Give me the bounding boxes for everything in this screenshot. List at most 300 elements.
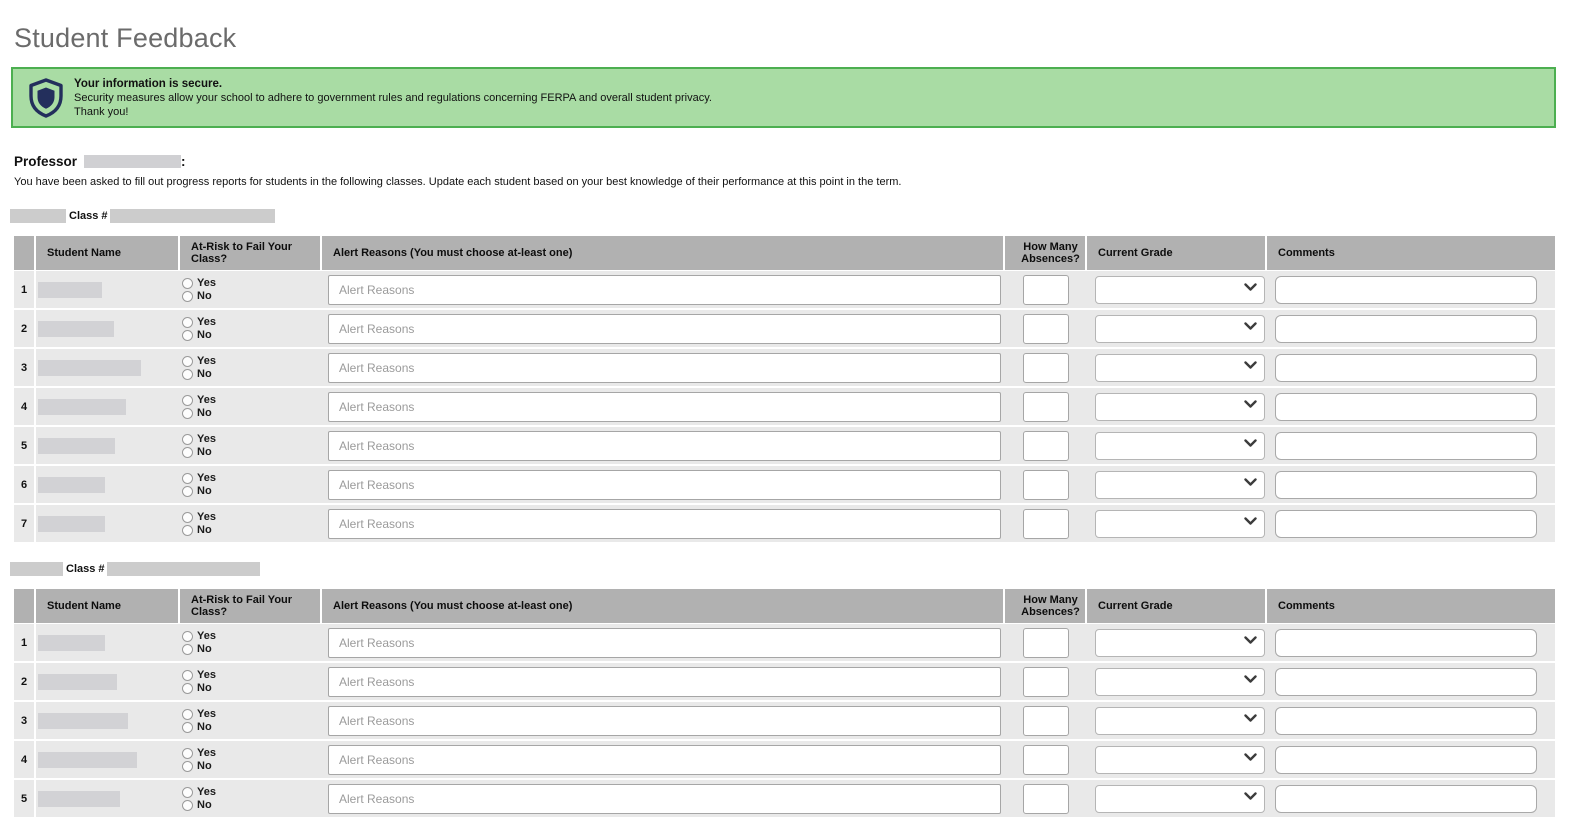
student-name-cell (36, 466, 180, 503)
current-grade-cell (1087, 702, 1267, 739)
current-grade-select[interactable] (1095, 432, 1265, 460)
at-risk-option-no[interactable] (182, 290, 216, 302)
alert-reasons-cell (322, 388, 1005, 425)
comments-input[interactable] (1275, 629, 1537, 657)
current-grade-select-wrap (1095, 785, 1265, 813)
comments-input[interactable] (1275, 393, 1537, 421)
at-risk-no-radio[interactable] (182, 800, 193, 811)
at-risk-yes-radio[interactable] (182, 709, 193, 720)
at-risk-no-radio[interactable] (182, 291, 193, 302)
classes-container (14, 209, 1555, 817)
column-header-alert-reasons: Alert Reasons (You must choose at-least one) (322, 589, 1003, 623)
table-row (14, 466, 1555, 503)
at-risk-radio-group (180, 786, 216, 811)
at-risk-cell (180, 624, 322, 661)
absences-cell (1005, 427, 1087, 464)
at-risk-option-no[interactable] (182, 368, 216, 380)
comments-cell (1267, 271, 1555, 308)
at-risk-no-label: No (197, 446, 212, 458)
current-grade-select-wrap (1095, 707, 1265, 735)
at-risk-option-yes[interactable] (182, 394, 216, 406)
absences-cell (1005, 702, 1087, 739)
row-body (36, 388, 1555, 425)
comments-input[interactable] (1275, 432, 1537, 460)
at-risk-yes-label: Yes (197, 511, 216, 523)
alert-reasons-cell (322, 427, 1005, 464)
at-risk-no-label: No (197, 721, 212, 733)
class-number-label: Class # (66, 563, 105, 575)
row-body (36, 271, 1555, 308)
at-risk-no-radio[interactable] (182, 408, 193, 419)
absences-input[interactable] (1023, 314, 1069, 344)
progress-report-table (14, 236, 1555, 542)
alert-reasons-input[interactable] (328, 745, 1001, 775)
at-risk-no-radio[interactable] (182, 761, 193, 772)
table-row (14, 702, 1555, 739)
at-risk-option-no[interactable] (182, 407, 216, 419)
alert-reasons-input[interactable] (328, 353, 1001, 383)
at-risk-yes-radio[interactable] (182, 670, 193, 681)
comments-input[interactable] (1275, 746, 1537, 774)
row-body (36, 624, 1555, 661)
at-risk-cell (180, 388, 322, 425)
current-grade-cell (1087, 310, 1267, 347)
comments-cell (1267, 780, 1555, 817)
redacted-professor-name (84, 155, 181, 168)
redacted-student-name (38, 438, 115, 454)
column-header-student-name: Student Name (36, 589, 178, 623)
absences-input[interactable] (1023, 470, 1069, 500)
at-risk-no-radio[interactable] (182, 330, 193, 341)
absences-cell (1005, 663, 1087, 700)
redacted-student-name (38, 477, 105, 493)
at-risk-option-yes[interactable] (182, 630, 216, 642)
at-risk-option-no[interactable] (182, 485, 216, 497)
absences-cell (1005, 741, 1087, 778)
row-body (36, 780, 1555, 817)
column-header-alert-reasons: Alert Reasons (You must choose at-least one) (322, 236, 1003, 270)
column-header-current-grade: Current Grade (1087, 589, 1265, 623)
alert-reasons-input[interactable] (328, 470, 1001, 500)
current-grade-cell (1087, 466, 1267, 503)
redacted-student-name (38, 360, 141, 376)
table-row (14, 349, 1555, 386)
at-risk-cell (180, 702, 322, 739)
comments-cell (1267, 702, 1555, 739)
comments-input[interactable] (1275, 276, 1537, 304)
comments-input[interactable] (1275, 668, 1537, 696)
student-name-cell (36, 271, 180, 308)
comments-input[interactable] (1275, 315, 1537, 343)
at-risk-option-yes[interactable] (182, 747, 216, 759)
current-grade-select[interactable] (1095, 471, 1265, 499)
student-name-cell (36, 310, 180, 347)
current-grade-cell (1087, 741, 1267, 778)
student-name-cell (36, 349, 180, 386)
row-number: 5 (14, 427, 34, 464)
current-grade-cell (1087, 624, 1267, 661)
at-risk-cell (180, 505, 322, 542)
at-risk-option-yes[interactable] (182, 355, 216, 367)
row-number: 5 (14, 780, 34, 817)
current-grade-cell (1087, 271, 1267, 308)
column-header-comments: Comments (1267, 236, 1555, 270)
row-number: 4 (14, 741, 34, 778)
at-risk-radio-group (180, 316, 216, 341)
alert-reasons-cell (322, 349, 1005, 386)
at-risk-yes-label: Yes (197, 433, 216, 445)
absences-input[interactable] (1023, 509, 1069, 539)
current-grade-cell (1087, 388, 1267, 425)
at-risk-cell (180, 780, 322, 817)
column-header-current-grade: Current Grade (1087, 236, 1265, 270)
redacted-student-name (38, 674, 117, 690)
student-name-cell (36, 780, 180, 817)
at-risk-no-radio[interactable] (182, 644, 193, 655)
at-risk-radio-group (180, 669, 216, 694)
at-risk-option-yes[interactable] (182, 277, 216, 289)
absences-cell (1005, 780, 1087, 817)
alert-reasons-input[interactable] (328, 431, 1001, 461)
row-body (36, 466, 1555, 503)
current-grade-select-wrap (1095, 432, 1265, 460)
comments-cell (1267, 349, 1555, 386)
student-name-cell (36, 388, 180, 425)
at-risk-no-label: No (197, 799, 212, 811)
professor-line (14, 154, 1555, 169)
at-risk-no-label: No (197, 329, 212, 341)
alert-reasons-input[interactable] (328, 667, 1001, 697)
column-header-comments: Comments (1267, 589, 1555, 623)
instructions-text: You have been asked to fill out progress reports for students in the following classes. Update each student based on your best knowledge of their performance at this point in the term. (14, 176, 902, 188)
at-risk-yes-radio[interactable] (182, 473, 193, 484)
at-risk-radio-group (180, 277, 216, 302)
comments-cell (1267, 624, 1555, 661)
at-risk-option-yes[interactable] (182, 708, 216, 720)
redacted-class-code (10, 209, 66, 223)
column-header-at-risk: At-Risk to Fail Your Class? (180, 589, 320, 623)
student-name-cell (36, 741, 180, 778)
at-risk-option-no[interactable] (182, 524, 216, 536)
at-risk-yes-label: Yes (197, 669, 216, 681)
student-name-cell (36, 663, 180, 700)
table-row (14, 505, 1555, 542)
comments-cell (1267, 388, 1555, 425)
at-risk-cell (180, 466, 322, 503)
row-body (36, 505, 1555, 542)
current-grade-select[interactable] (1095, 354, 1265, 382)
current-grade-cell (1087, 780, 1267, 817)
redacted-class-name (110, 209, 275, 223)
at-risk-option-yes[interactable] (182, 433, 216, 445)
current-grade-select-wrap (1095, 471, 1265, 499)
absences-cell (1005, 271, 1087, 308)
at-risk-option-yes[interactable] (182, 786, 216, 798)
alert-reasons-cell (322, 310, 1005, 347)
absences-cell (1005, 388, 1087, 425)
at-risk-radio-group (180, 472, 216, 497)
row-number: 3 (14, 349, 34, 386)
comments-input[interactable] (1275, 354, 1537, 382)
current-grade-select[interactable] (1095, 785, 1265, 813)
at-risk-option-yes[interactable] (182, 511, 216, 523)
table-row (14, 624, 1555, 661)
alert-reasons-cell (322, 780, 1005, 817)
at-risk-radio-group (180, 708, 216, 733)
absences-cell (1005, 349, 1087, 386)
at-risk-cell (180, 427, 322, 464)
redacted-student-name (38, 791, 120, 807)
alert-reasons-cell (322, 663, 1005, 700)
current-grade-select-wrap (1095, 746, 1265, 774)
current-grade-select-wrap (1095, 354, 1265, 382)
absences-cell (1005, 466, 1087, 503)
redacted-student-name (38, 635, 105, 651)
at-risk-yes-label: Yes (197, 786, 216, 798)
row-body (36, 663, 1555, 700)
at-risk-cell (180, 741, 322, 778)
alert-reasons-input[interactable] (328, 706, 1001, 736)
at-risk-yes-label: Yes (197, 747, 216, 759)
table-row (14, 663, 1555, 700)
professor-label: Professor (14, 154, 78, 169)
security-banner-heading: Your information is secure. (74, 77, 223, 90)
absences-cell (1005, 310, 1087, 347)
at-risk-no-radio[interactable] (182, 447, 193, 458)
at-risk-yes-label: Yes (197, 277, 216, 289)
at-risk-yes-label: Yes (197, 472, 216, 484)
student-name-cell (36, 427, 180, 464)
alert-reasons-input[interactable] (328, 392, 1001, 422)
at-risk-no-radio[interactable] (182, 369, 193, 380)
professor-colon: : (181, 154, 186, 169)
at-risk-option-no[interactable] (182, 643, 216, 655)
absences-input[interactable] (1023, 628, 1069, 658)
comments-cell (1267, 427, 1555, 464)
at-risk-yes-label: Yes (197, 355, 216, 367)
at-risk-no-label: No (197, 643, 212, 655)
at-risk-yes-label: Yes (197, 630, 216, 642)
table-header-row (14, 589, 1555, 623)
shield-icon (28, 78, 64, 118)
comments-input[interactable] (1275, 510, 1537, 538)
current-grade-select[interactable] (1095, 707, 1265, 735)
at-risk-yes-radio[interactable] (182, 395, 193, 406)
at-risk-yes-radio[interactable] (182, 748, 193, 759)
current-grade-select-wrap (1095, 668, 1265, 696)
redacted-student-name (38, 516, 105, 532)
current-grade-select-wrap (1095, 393, 1265, 421)
absences-cell (1005, 624, 1087, 661)
comments-input[interactable] (1275, 707, 1537, 735)
at-risk-yes-radio[interactable] (182, 434, 193, 445)
current-grade-select-wrap (1095, 315, 1265, 343)
row-number: 1 (14, 271, 34, 308)
comments-input[interactable] (1275, 471, 1537, 499)
current-grade-cell (1087, 663, 1267, 700)
comments-input[interactable] (1275, 785, 1537, 813)
at-risk-radio-group (180, 747, 216, 772)
progress-report-table (14, 589, 1555, 817)
at-risk-cell (180, 310, 322, 347)
absences-cell (1005, 505, 1087, 542)
row-number: 7 (14, 505, 34, 542)
at-risk-yes-radio[interactable] (182, 317, 193, 328)
at-risk-yes-radio[interactable] (182, 278, 193, 289)
current-grade-cell (1087, 505, 1267, 542)
alert-reasons-cell (322, 702, 1005, 739)
alert-reasons-input[interactable] (328, 509, 1001, 539)
at-risk-no-label: No (197, 407, 212, 419)
at-risk-yes-label: Yes (197, 708, 216, 720)
at-risk-no-radio[interactable] (182, 722, 193, 733)
row-body (36, 702, 1555, 739)
row-body (36, 741, 1555, 778)
comments-cell (1267, 310, 1555, 347)
row-number: 4 (14, 388, 34, 425)
redacted-student-name (38, 282, 102, 298)
at-risk-no-label: No (197, 368, 212, 380)
alert-reasons-cell (322, 271, 1005, 308)
table-row (14, 388, 1555, 425)
table-row (14, 741, 1555, 778)
student-name-cell (36, 624, 180, 661)
row-number: 2 (14, 663, 34, 700)
alert-reasons-cell (322, 624, 1005, 661)
absences-input[interactable] (1023, 353, 1069, 383)
at-risk-radio-group (180, 630, 216, 655)
absences-input[interactable] (1023, 431, 1069, 461)
redacted-student-name (38, 713, 128, 729)
alert-reasons-input[interactable] (328, 628, 1001, 658)
absences-input[interactable] (1023, 667, 1069, 697)
at-risk-option-no[interactable] (182, 760, 216, 772)
at-risk-option-no[interactable] (182, 682, 216, 694)
comments-cell (1267, 466, 1555, 503)
row-number: 2 (14, 310, 34, 347)
absences-input[interactable] (1023, 745, 1069, 775)
at-risk-option-no[interactable] (182, 721, 216, 733)
at-risk-option-yes[interactable] (182, 669, 216, 681)
absences-input[interactable] (1023, 784, 1069, 814)
class-number-label: Class # (69, 210, 108, 222)
page-title: Student Feedback (14, 23, 237, 53)
current-grade-select[interactable] (1095, 393, 1265, 421)
absences-input[interactable] (1023, 275, 1069, 305)
row-body (36, 310, 1555, 347)
alert-reasons-input[interactable] (328, 784, 1001, 814)
at-risk-option-yes[interactable] (182, 316, 216, 328)
alert-reasons-cell (322, 505, 1005, 542)
column-header-number (14, 589, 34, 623)
class-heading (10, 562, 1555, 576)
at-risk-option-no[interactable] (182, 799, 216, 811)
row-body (36, 349, 1555, 386)
at-risk-yes-radio[interactable] (182, 631, 193, 642)
at-risk-radio-group (180, 511, 216, 536)
at-risk-yes-radio[interactable] (182, 787, 193, 798)
at-risk-no-label: No (197, 290, 212, 302)
redacted-student-name (38, 321, 114, 337)
row-number: 1 (14, 624, 34, 661)
redacted-class-code (10, 562, 63, 576)
security-banner-closing: Thank you! (74, 105, 129, 118)
redacted-student-name (38, 752, 137, 768)
at-risk-cell (180, 271, 322, 308)
at-risk-no-label: No (197, 682, 212, 694)
at-risk-option-no[interactable] (182, 446, 216, 458)
column-header-at-risk: At-Risk to Fail Your Class? (180, 236, 320, 270)
alert-reasons-cell (322, 466, 1005, 503)
absences-input[interactable] (1023, 392, 1069, 422)
column-header-number (14, 236, 34, 270)
table-row (14, 310, 1555, 347)
at-risk-no-radio[interactable] (182, 486, 193, 497)
student-name-cell (36, 505, 180, 542)
current-grade-select-wrap (1095, 276, 1265, 304)
at-risk-no-radio[interactable] (182, 525, 193, 536)
row-number: 6 (14, 466, 34, 503)
security-banner (11, 67, 1556, 128)
at-risk-radio-group (180, 433, 216, 458)
comments-cell (1267, 663, 1555, 700)
current-grade-select[interactable] (1095, 510, 1265, 538)
row-body (36, 427, 1555, 464)
alert-reasons-input[interactable] (328, 275, 1001, 305)
column-header-student-name: Student Name (36, 236, 178, 270)
at-risk-radio-group (180, 355, 216, 380)
at-risk-option-no[interactable] (182, 329, 216, 341)
column-header-absences: How Many Absences? (1005, 589, 1085, 623)
current-grade-select-wrap (1095, 629, 1265, 657)
class-heading (10, 209, 1555, 223)
current-grade-cell (1087, 427, 1267, 464)
table-row (14, 780, 1555, 817)
at-risk-no-label: No (197, 760, 212, 772)
current-grade-select[interactable] (1095, 276, 1265, 304)
redacted-student-name (38, 399, 126, 415)
security-banner-text (74, 77, 712, 119)
at-risk-cell (180, 349, 322, 386)
redacted-class-name (107, 562, 260, 576)
at-risk-yes-radio[interactable] (182, 356, 193, 367)
alert-reasons-input[interactable] (328, 314, 1001, 344)
row-number: 3 (14, 702, 34, 739)
alert-reasons-cell (322, 741, 1005, 778)
comments-cell (1267, 505, 1555, 542)
at-risk-cell (180, 663, 322, 700)
at-risk-no-label: No (197, 524, 212, 536)
current-grade-select[interactable] (1095, 629, 1265, 657)
current-grade-select[interactable] (1095, 315, 1265, 343)
at-risk-no-label: No (197, 485, 212, 497)
current-grade-select[interactable] (1095, 668, 1265, 696)
current-grade-select[interactable] (1095, 746, 1265, 774)
table-row (14, 271, 1555, 308)
table-row (14, 427, 1555, 464)
at-risk-option-yes[interactable] (182, 472, 216, 484)
absences-input[interactable] (1023, 706, 1069, 736)
current-grade-select-wrap (1095, 510, 1265, 538)
at-risk-yes-radio[interactable] (182, 512, 193, 523)
table-header-row (14, 236, 1555, 270)
column-header-absences: How Many Absences? (1005, 236, 1085, 270)
at-risk-yes-label: Yes (197, 394, 216, 406)
current-grade-cell (1087, 349, 1267, 386)
security-banner-body: Security measures allow your school to adhere to government rules and regulations concerning FERPA and overall student privacy. (74, 91, 712, 104)
comments-cell (1267, 741, 1555, 778)
at-risk-no-radio[interactable] (182, 683, 193, 694)
